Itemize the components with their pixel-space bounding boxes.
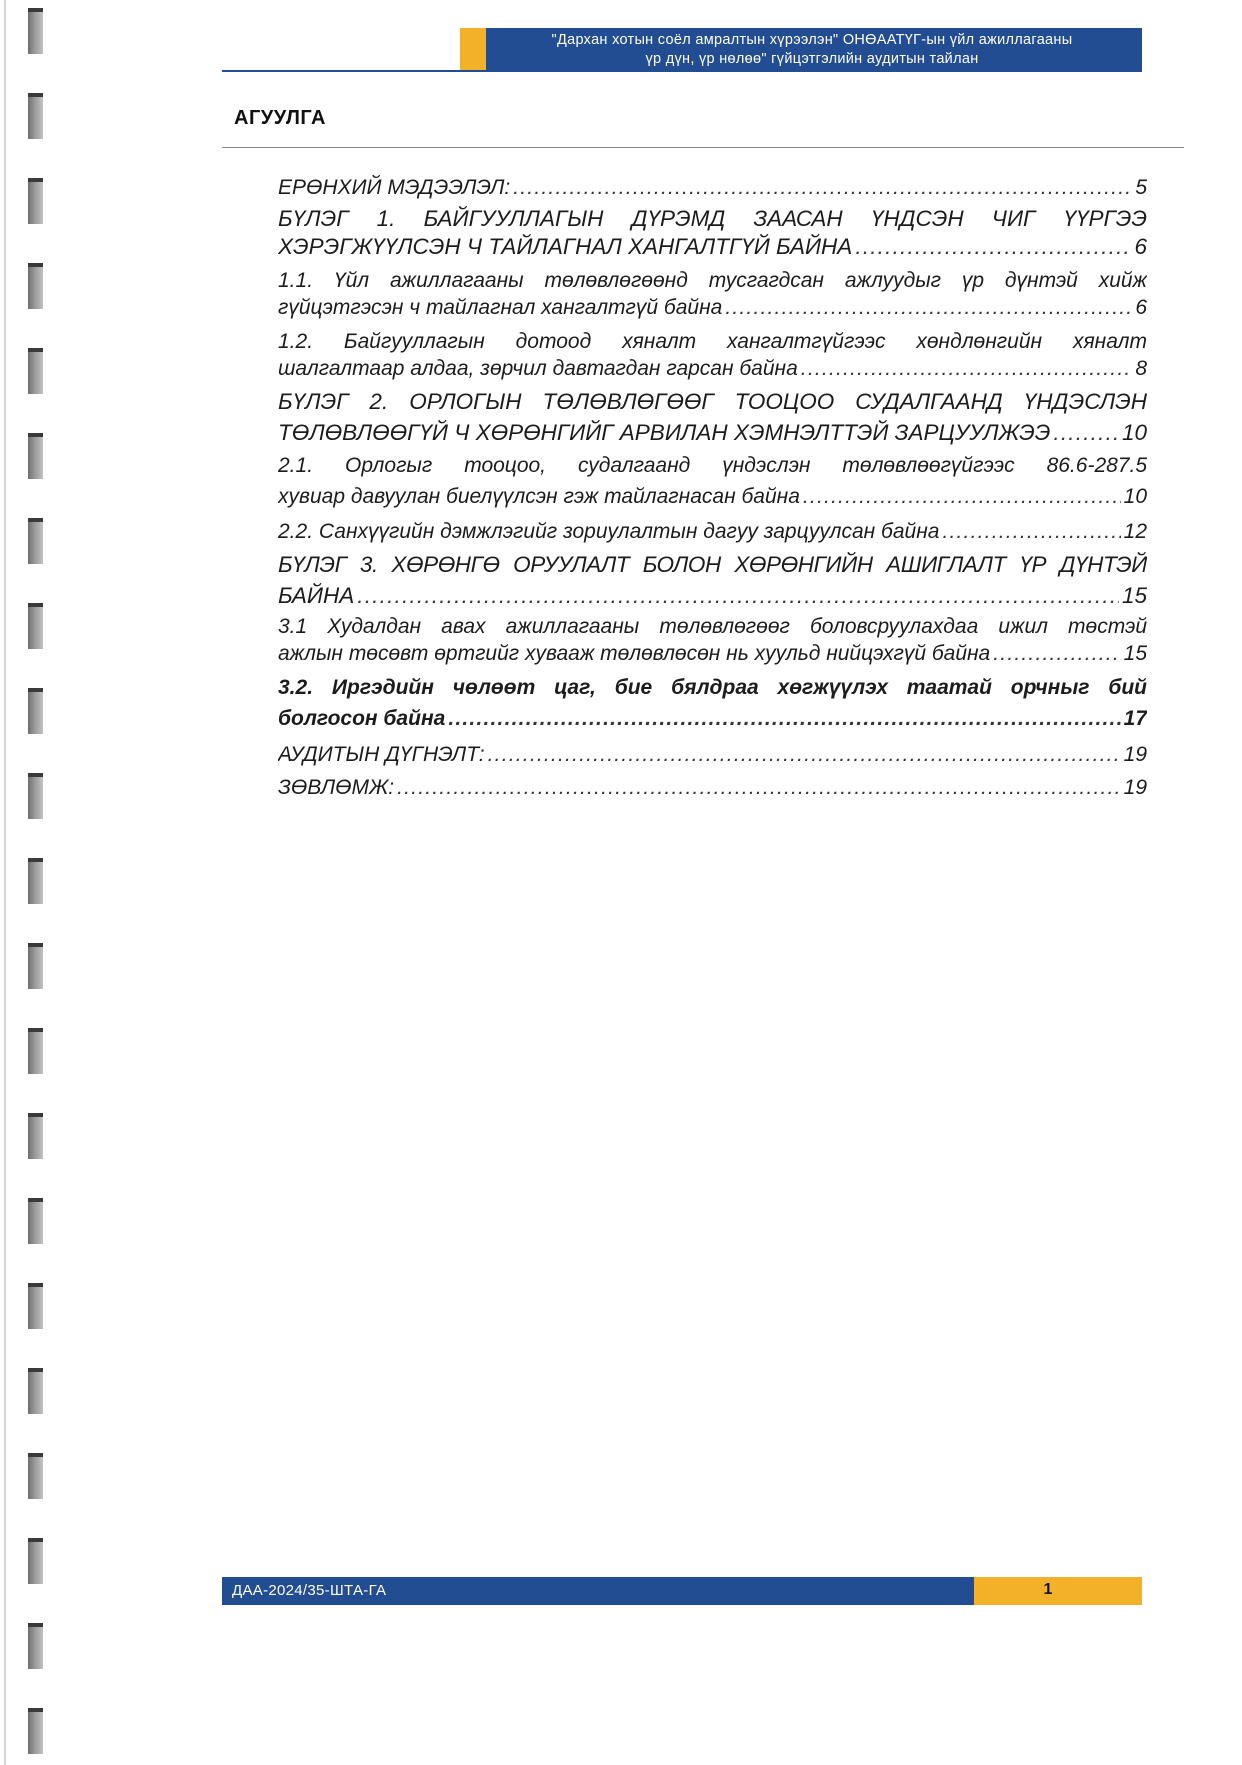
binding-hole: [28, 943, 43, 989]
toc-entry-line: [278, 328, 1147, 355]
report-title-line2: үр дүн, үр нөлөө" гүйцэтгэлийн аудитын тайлан: [645, 51, 979, 67]
toc-entry-text: шалгалтаар алдаа, зөрчил давтагдан гарсан байна: [278, 357, 798, 380]
toc-page-number: 5: [1135, 176, 1147, 199]
binding-hole: [28, 1368, 43, 1414]
toc-leader: [801, 355, 1133, 382]
binding-hole: [28, 433, 43, 479]
toc-entry-text: БҮЛЭГ 3. ХӨРӨНГӨ ОРУУЛАЛТ БОЛОН ХӨРӨНГИЙН АШИГЛАЛТ ҮР ДҮНТЭЙ: [278, 552, 1147, 577]
toc-entry-1-1[interactable]: [278, 267, 1147, 321]
toc-entry-text: АУДИТЫН ДҮГНЭЛТ:: [278, 743, 485, 766]
binding-hole: [28, 348, 43, 394]
toc-entry-text: БҮЛЭГ 1. БАЙГУУЛЛАГЫН ДҮРЭМД ЗААСАН ҮНДСЭН ЧИГ ҮҮРГЭЭ: [278, 206, 1147, 231]
report-title: [490, 31, 1134, 69]
toc-entry-line: [278, 450, 1147, 481]
toc-leader: [725, 294, 1132, 321]
spiral-binding: [0, 0, 60, 1765]
toc-page-number: 12: [1123, 520, 1147, 543]
binding-hole: [28, 1708, 43, 1754]
toc-page-number: 19: [1123, 743, 1147, 766]
binding-hole: [28, 1623, 43, 1669]
toc-entry-text: 1.1. Үйл ажиллагааны төлөвлөгөөнд тусгагдсан ажлуудыг үр дүнтэй хийж: [278, 269, 1147, 292]
toc-entry-text: 2.1. Орлогыг тооцоо, судалгаанд үндэслэн төлөвлөөгүйгээс 86.6-287.5: [278, 454, 1147, 477]
toc-entry-text: ТӨЛӨВЛӨӨГҮЙ Ч ХӨРӨНГИЙГ АРВИЛАН ХЭМНЭЛТТЭЙ ЗАРЦУУЛЖЭЭ: [278, 420, 1051, 445]
binding-hole: [28, 858, 43, 904]
report-header-band: [460, 28, 1142, 72]
toc-page-number: 10: [1121, 420, 1147, 445]
toc-divider: [222, 147, 1184, 148]
toc-heading: АГУУЛГА: [234, 107, 326, 129]
header-accent: [460, 28, 486, 72]
toc-entry-line: [278, 549, 1147, 580]
toc-leader: [488, 741, 1121, 769]
toc-leader: [1053, 417, 1119, 448]
toc-page-number: 8: [1135, 357, 1147, 380]
binding-hole: [28, 1453, 43, 1499]
toc-entry-text: ажлын төсөвт өртгийг хувааж төлөвлөсөн нь хуульд нийцэхгүй байна: [278, 642, 991, 665]
binding-hole: [28, 1028, 43, 1074]
toc-entry-line: [278, 267, 1147, 294]
toc-leader: [513, 175, 1132, 201]
binding-hole: [28, 1283, 43, 1329]
toc-page-number: 15: [1121, 583, 1147, 608]
toc-page-number: 17: [1123, 707, 1147, 730]
header-rule: [222, 70, 1142, 72]
toc-leader: [803, 481, 1121, 512]
toc-entry-audit-conclusion[interactable]: [278, 741, 1147, 769]
report-title-line1: "Дархан хотын соёл амралтын хүрээлэн" ОНӨААТҮГ-ын үйл ажиллагааны: [551, 32, 1073, 48]
toc-entry-text: 3.1 Худалдан авах ажиллагааны төлөвлөгөөг боловсруулахдаа ижил төстэй: [278, 615, 1147, 638]
toc-entry-text: ХЭРЭГЖҮҮЛСЭН Ч ТАЙЛАГНАЛ ХАНГАЛТГҮЙ БАЙНА: [278, 234, 853, 259]
toc-entry-line: [278, 613, 1147, 640]
toc-leader: [357, 580, 1119, 611]
binding-hole: [28, 93, 43, 139]
toc-page-number: 6: [1135, 296, 1147, 319]
toc-entry-2-1[interactable]: [278, 450, 1147, 512]
binding-hole: [28, 1198, 43, 1244]
toc-leader: [855, 233, 1131, 261]
toc-entry-2-2[interactable]: [278, 518, 1147, 546]
toc-page-number: 6: [1134, 234, 1147, 259]
toc-page-number: 10: [1123, 485, 1147, 508]
toc-entry-3-2[interactable]: [278, 672, 1147, 734]
toc-entry-text: ЗӨВЛӨМЖ:: [278, 776, 395, 799]
footer-band: [222, 1577, 1142, 1605]
binding-hole: [28, 773, 43, 819]
binding-hole: [28, 688, 43, 734]
binding-hole: [28, 178, 43, 224]
toc-entry-chapter-3[interactable]: [278, 549, 1147, 611]
toc-entry-line: [278, 205, 1147, 233]
toc-entry-text: ЕРӨНХИЙ МЭДЭЭЛЭЛ:: [278, 176, 511, 199]
toc-leader: [448, 703, 1120, 734]
toc-entry-1-2[interactable]: [278, 328, 1147, 382]
toc-entry-text: 3.2. Иргэдийн чөлөөт цаг, бие бялдраа хөгжүүлэх таатай орчныг бий: [278, 676, 1147, 699]
toc-entry-chapter-2[interactable]: [278, 386, 1147, 448]
toc-entry-general-info[interactable]: [278, 175, 1147, 201]
binding-hole: [28, 8, 43, 54]
binding-hole: [28, 518, 43, 564]
document-code: ДАА-2024/35-ШТА-ГА: [232, 1582, 387, 1599]
page-number: 1: [1043, 1581, 1053, 1598]
toc-entry-text: 2.2. Санхүүгийн дэмжлэгийг зориулалтын дагуу зарцуулсан байна: [278, 520, 940, 543]
toc-page-number: 15: [1123, 642, 1147, 665]
toc-entry-recommendations[interactable]: [278, 774, 1147, 802]
binding-hole: [28, 1538, 43, 1584]
toc-entry-text: хувиар давуулан биелүүлсэн гэж тайлагнасан байна: [278, 485, 800, 508]
toc-leader: [942, 518, 1120, 546]
toc-entry-text: гүйцэтгэсэн ч тайлагнал хангалтгүй байна: [278, 296, 723, 319]
binding-hole: [28, 603, 43, 649]
toc-entry-3-1[interactable]: [278, 613, 1147, 667]
toc-entry-text: 1.2. Байгууллагын дотоод хяналт хангалтгүйгээс хөндлөнгийн хяналт: [278, 330, 1147, 353]
binding-hole: [28, 263, 43, 309]
toc-entry-chapter-1[interactable]: [278, 205, 1147, 261]
toc-entry-line: [278, 386, 1147, 417]
toc-entry-line: [278, 672, 1147, 703]
toc-entry-text: БҮЛЭГ 2. ОРЛОГЫН ТӨЛӨВЛӨГӨӨГ ТООЦОО СУДАЛГААНД ҮНДЭСЛЭН: [278, 389, 1147, 414]
toc-entry-text: БАЙНА: [278, 583, 355, 608]
toc-leader: [993, 640, 1120, 667]
toc-page-number: 19: [1123, 776, 1147, 799]
binding-hole: [28, 1113, 43, 1159]
toc-entry-text: болгосон байна: [278, 707, 446, 730]
toc-leader: [397, 774, 1121, 802]
